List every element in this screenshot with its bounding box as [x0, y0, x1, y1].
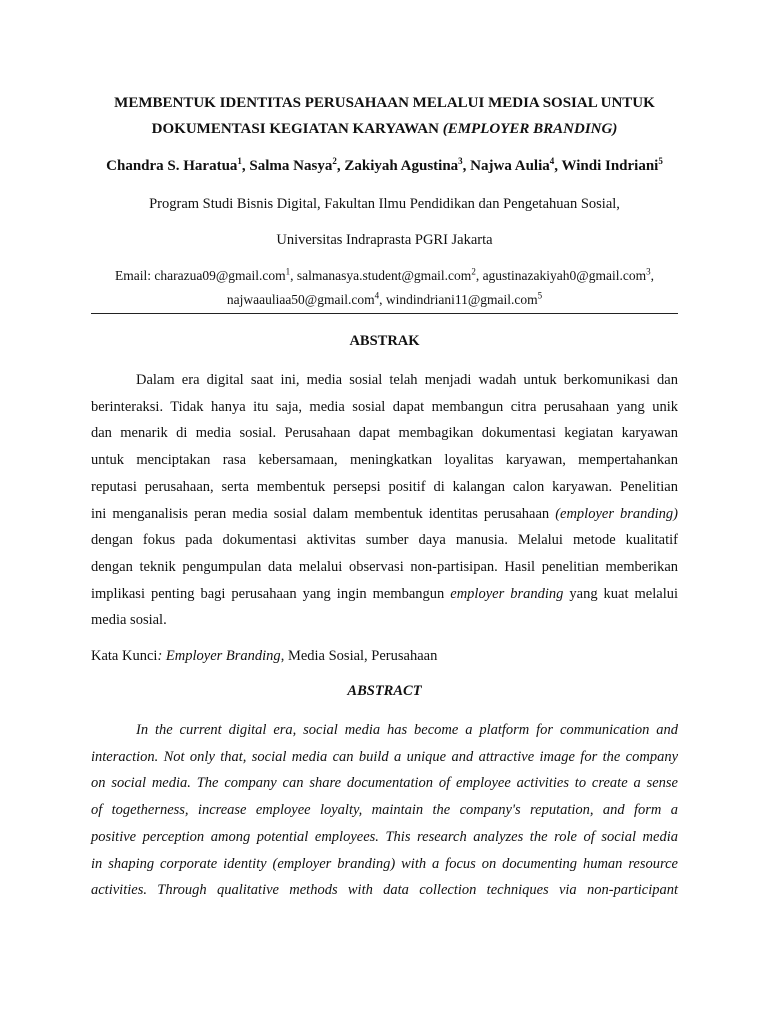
abstract-line: in shaping corporate identity (employer branding) with a focus on documenting human resource: [91, 855, 678, 872]
email-mark: 5: [537, 290, 543, 301]
email-link[interactable]: salmanasya.student@gmail.com: [296, 268, 472, 283]
abstrak-line: dengan teknik pengumpulan data melalui observasi non-partisipan. Hasil penelitian memberikan: [91, 558, 678, 575]
abstrak-heading: ABSTRAK: [349, 333, 420, 349]
abstrak-line-text: implikasi penting bagi perusahaan yang ingin membangun: [91, 585, 451, 602]
abstract-line: In the current digital era, social media has become a platform for communication and: [136, 722, 678, 739]
email-mark: 2: [471, 266, 476, 277]
email-link[interactable]: najwaauliaa50@gmail.com: [226, 292, 375, 307]
abstrak-line: media sosial.: [91, 612, 167, 629]
email-link[interactable]: windindriani11@gmail.com: [385, 292, 538, 307]
email-mark: 1: [285, 266, 291, 277]
abstrak-line: reputasi perusahaan, serta membentuk persepsi positif di kalangan calon karyawan. Penelitian: [91, 478, 678, 495]
abstract-line: positive perception among potential employees. This research analyzes the role of social media: [91, 828, 678, 845]
abstract-heading: ABSTRACT: [347, 683, 422, 700]
email-list: Email: charazua09@gmail.com$^1$, salmanasya.student@gmail.com$^2$, agustinazakiyah0@gmail.com$^3$, najwaauliaa50@gmail.com$^4$, windindriani11@gmail.com$^5$: [115, 266, 654, 307]
keywords-label: Kata Kunci: [91, 648, 158, 665]
author-name: Zakiyah Agustina: [344, 158, 459, 174]
abstrak-line: untuk menciptakan rasa kebersamaan, meningkatkan loyalitas karyawan, mempertahankan: [91, 452, 678, 469]
email-mark: 3: [646, 266, 651, 277]
abstract-line: activities. Through qualitative methods with data collection techniques via non-participant: [91, 882, 678, 899]
abstrak-line: dengan fokus pada dokumentasi aktivitas sumber daya manusia. Melalui metode kualitatif: [91, 532, 678, 549]
abstrak-line: [91, 581, 678, 608]
keywords-rest: , Media Sosial, Perusahaan: [280, 648, 438, 665]
author-name: Najwa Aulia: [470, 158, 550, 174]
email-mark: 4: [374, 290, 380, 301]
abstrak-line: berinteraksi. Tidak hanya itu saja, media sosial dapat membangun citra perusahaan yang unik: [91, 398, 678, 415]
abstrak-line-text: ini menganalisis peran media sosial dalam membentuk identitas perusahaan: [91, 505, 556, 522]
author-affil-mark: 1: [237, 156, 242, 166]
title-line-2-italic: (EMPLOYER BRANDING): [442, 121, 618, 137]
abstract-paragraph: [91, 717, 678, 904]
author-list: Chandra S. Haratua$^1$, Salma Nasya$^2$, Zakiyah Agustina$^3$, Najwa Aulia$^4$, Windi Indriani$^5$: [106, 156, 663, 174]
author-name: Salma Nasya: [249, 158, 333, 174]
keywords-colon: :: [157, 648, 166, 665]
abstrak-line: Dalam era digital saat ini, media sosial telah menjadi wadah untuk berkomunikasi dan: [136, 372, 678, 388]
affiliation-line-2: Universitas Indraprasta PGRI Jakarta: [276, 232, 493, 248]
author-affil-mark: 3: [458, 156, 463, 166]
title-line-2: [91, 116, 678, 142]
abstrak-line-italic: (employer branding): [555, 505, 678, 522]
keywords-line: [91, 646, 678, 666]
abstract-line: interaction. Not only that, social media can build a unique and attractive image for the company: [91, 748, 678, 765]
title-line-2-main: DOKUMENTASI KEGIATAN KARYAWAN: [151, 121, 443, 137]
affiliation-line-1: Program Studi Bisnis Digital, Fakultan Ilmu Pendidikan dan Pengetahuan Sosial,: [149, 196, 620, 212]
email-link[interactable]: charazua09@gmail.com: [154, 268, 286, 283]
email-prefix: Email:: [115, 268, 155, 283]
author-affil-mark: 4: [549, 156, 555, 166]
paper-title: [91, 90, 678, 142]
abstrak-line-text: yang kuat melalui: [563, 585, 679, 602]
paper-content: [91, 90, 678, 904]
abstract-line: on social media. The company can share documentation of employee activities to create a sense: [91, 775, 678, 792]
abstrak-line-italic: employer branding: [450, 585, 564, 602]
keywords-italic: Employer Branding: [165, 648, 281, 665]
abstrak-line: [91, 501, 678, 528]
author-affil-mark: 2: [332, 156, 337, 166]
author-name: Windi Indriani: [561, 158, 659, 174]
author-affil-mark: 5: [658, 156, 663, 166]
author-name: Chandra S. Haratua: [106, 158, 238, 174]
header-divider: [91, 313, 678, 314]
title-line-1: MEMBENTUK IDENTITAS PERUSAHAAN MELALUI MEDIA SOSIAL UNTUK: [114, 95, 655, 111]
abstrak-line: dan menarik di media sosial. Perusahaan dapat membagikan dokumentasi kegiatan karyawan: [91, 425, 678, 442]
abstract-line: of togetherness, increase employee loyalty, maintain the company's reputation, and form a: [91, 802, 678, 819]
abstrak-paragraph: [91, 367, 678, 634]
email-link[interactable]: agustinazakiyah0@gmail.com: [482, 268, 647, 283]
